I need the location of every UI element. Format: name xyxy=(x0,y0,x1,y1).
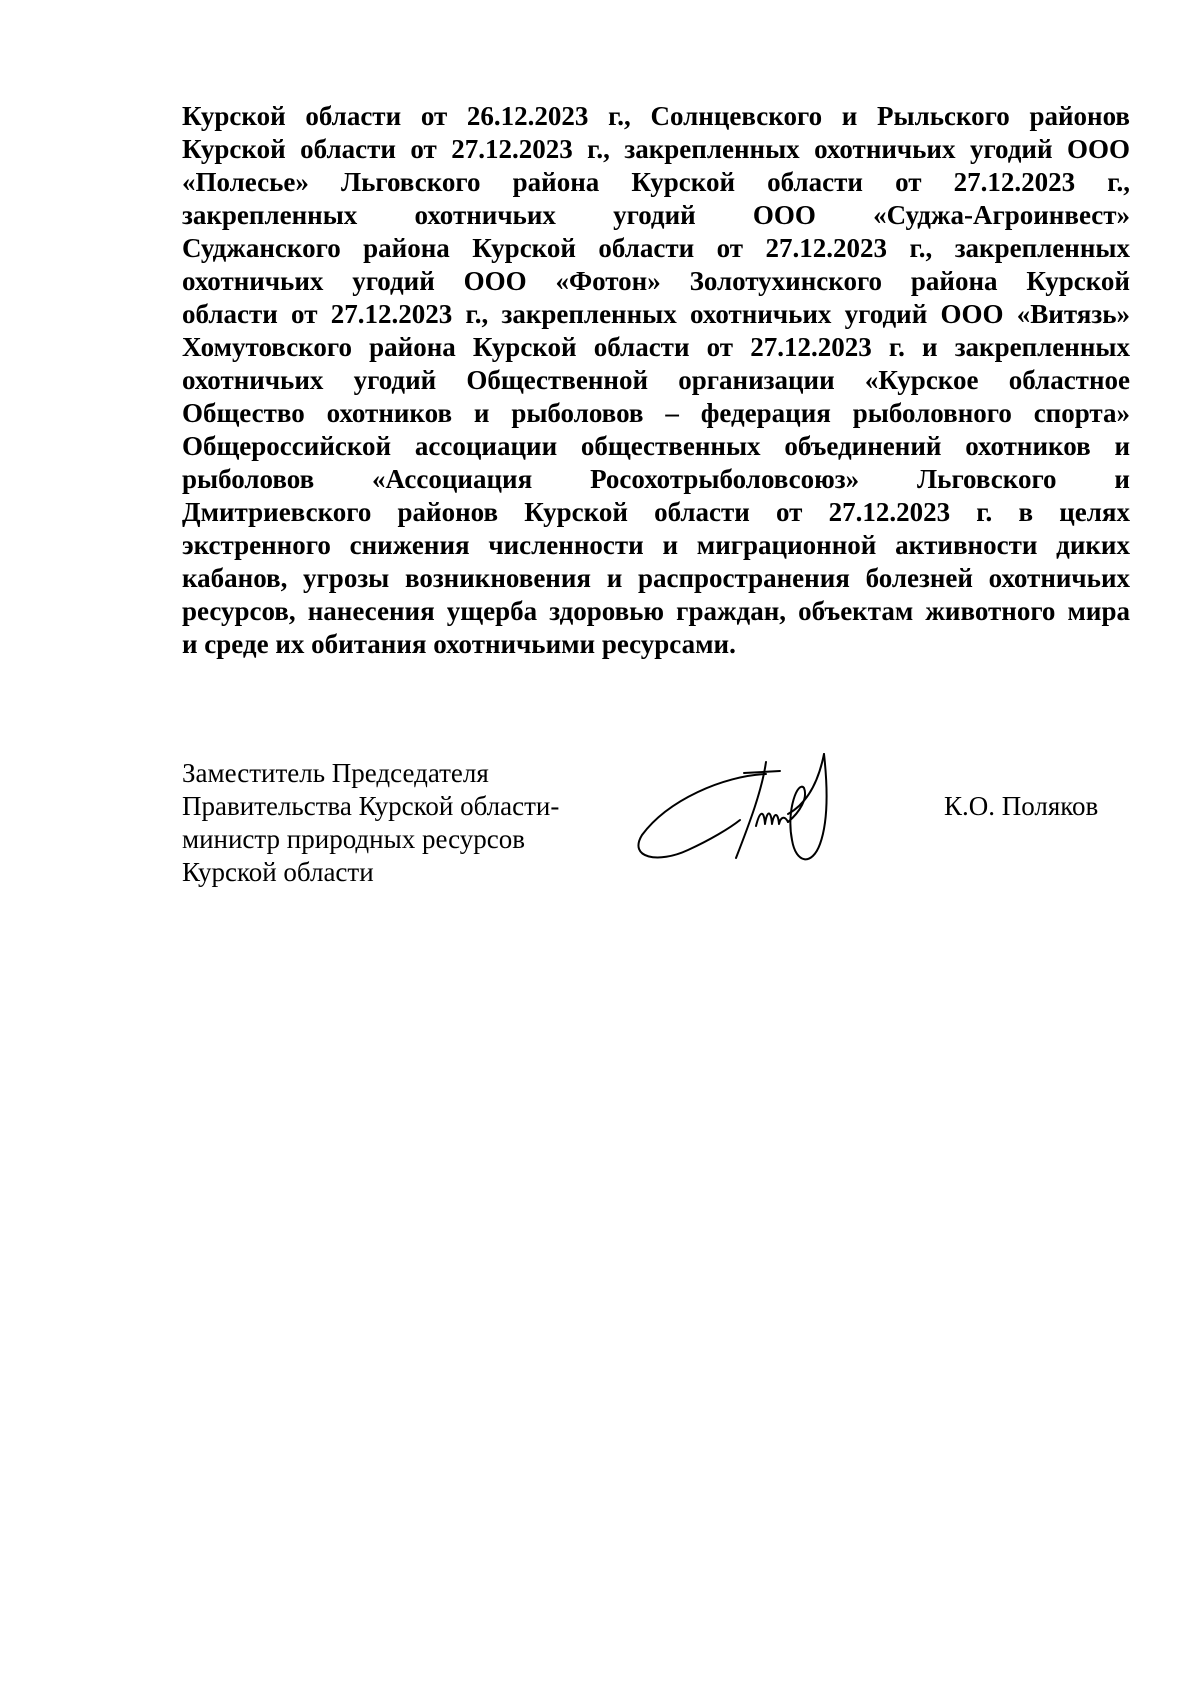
signatory-position-line: Правительства Курской области- xyxy=(182,791,560,821)
body-line: экстренного снижения численности и миграционной активности диких xyxy=(182,530,1130,560)
body-line: охотничьих угодий ООО «Фотон» Золотухинского района Курской xyxy=(182,266,1130,296)
body-line: Курской области от 26.12.2023 г., Солнцевского и Рыльского районов xyxy=(182,101,1130,131)
body-line: Общероссийской ассоциации общественных объединений охотников и xyxy=(182,431,1130,461)
body-line: охотничьих угодий Общественной организации «Курское областное xyxy=(182,365,1130,395)
body-line: Курской области от 27.12.2023 г., закрепленных охотничьих угодий ООО xyxy=(182,134,1130,164)
signatory-position xyxy=(182,757,559,889)
body-line: Дмитриевского районов Курской области от 27.12.2023 г. в целях xyxy=(182,497,1130,527)
signatory-name: К.О. Поляков xyxy=(944,791,1099,821)
signatory-position-line: Курской области xyxy=(182,857,374,887)
signatory-position-line: министр природных ресурсов xyxy=(182,824,526,854)
body-line: кабанов, угрозы возникновения и распространения болезней охотничьих xyxy=(182,563,1130,593)
signatory-position-line: Заместитель Председателя xyxy=(182,758,489,788)
body-line: закрепленных охотничьих угодий ООО «Суджа-Агроинвест» xyxy=(182,200,1130,230)
body-line: Общество охотников и рыболовов – федерация рыболовного спорта» xyxy=(182,398,1130,428)
handwritten-signature-icon xyxy=(628,740,868,880)
document-body-text xyxy=(182,100,1130,661)
body-line: и среде их обитания охотничьими ресурсами. xyxy=(182,629,736,659)
body-line: Суджанского района Курской области от 27.12.2023 г., закрепленных xyxy=(182,233,1130,263)
body-line: области от 27.12.2023 г., закрепленных охотничьих угодий ООО «Витязь» xyxy=(182,299,1130,329)
body-line: «Полесье» Льговского района Курской области от 27.12.2023 г., xyxy=(182,167,1130,197)
body-line: Хомутовского района Курской области от 27.12.2023 г. и закрепленных xyxy=(182,332,1130,362)
body-line: рыболовов «Ассоциация Росохотрыболовсоюз» Льговского и xyxy=(182,464,1130,494)
body-line: ресурсов, нанесения ущерба здоровью граждан, объектам животного мира xyxy=(182,596,1130,626)
